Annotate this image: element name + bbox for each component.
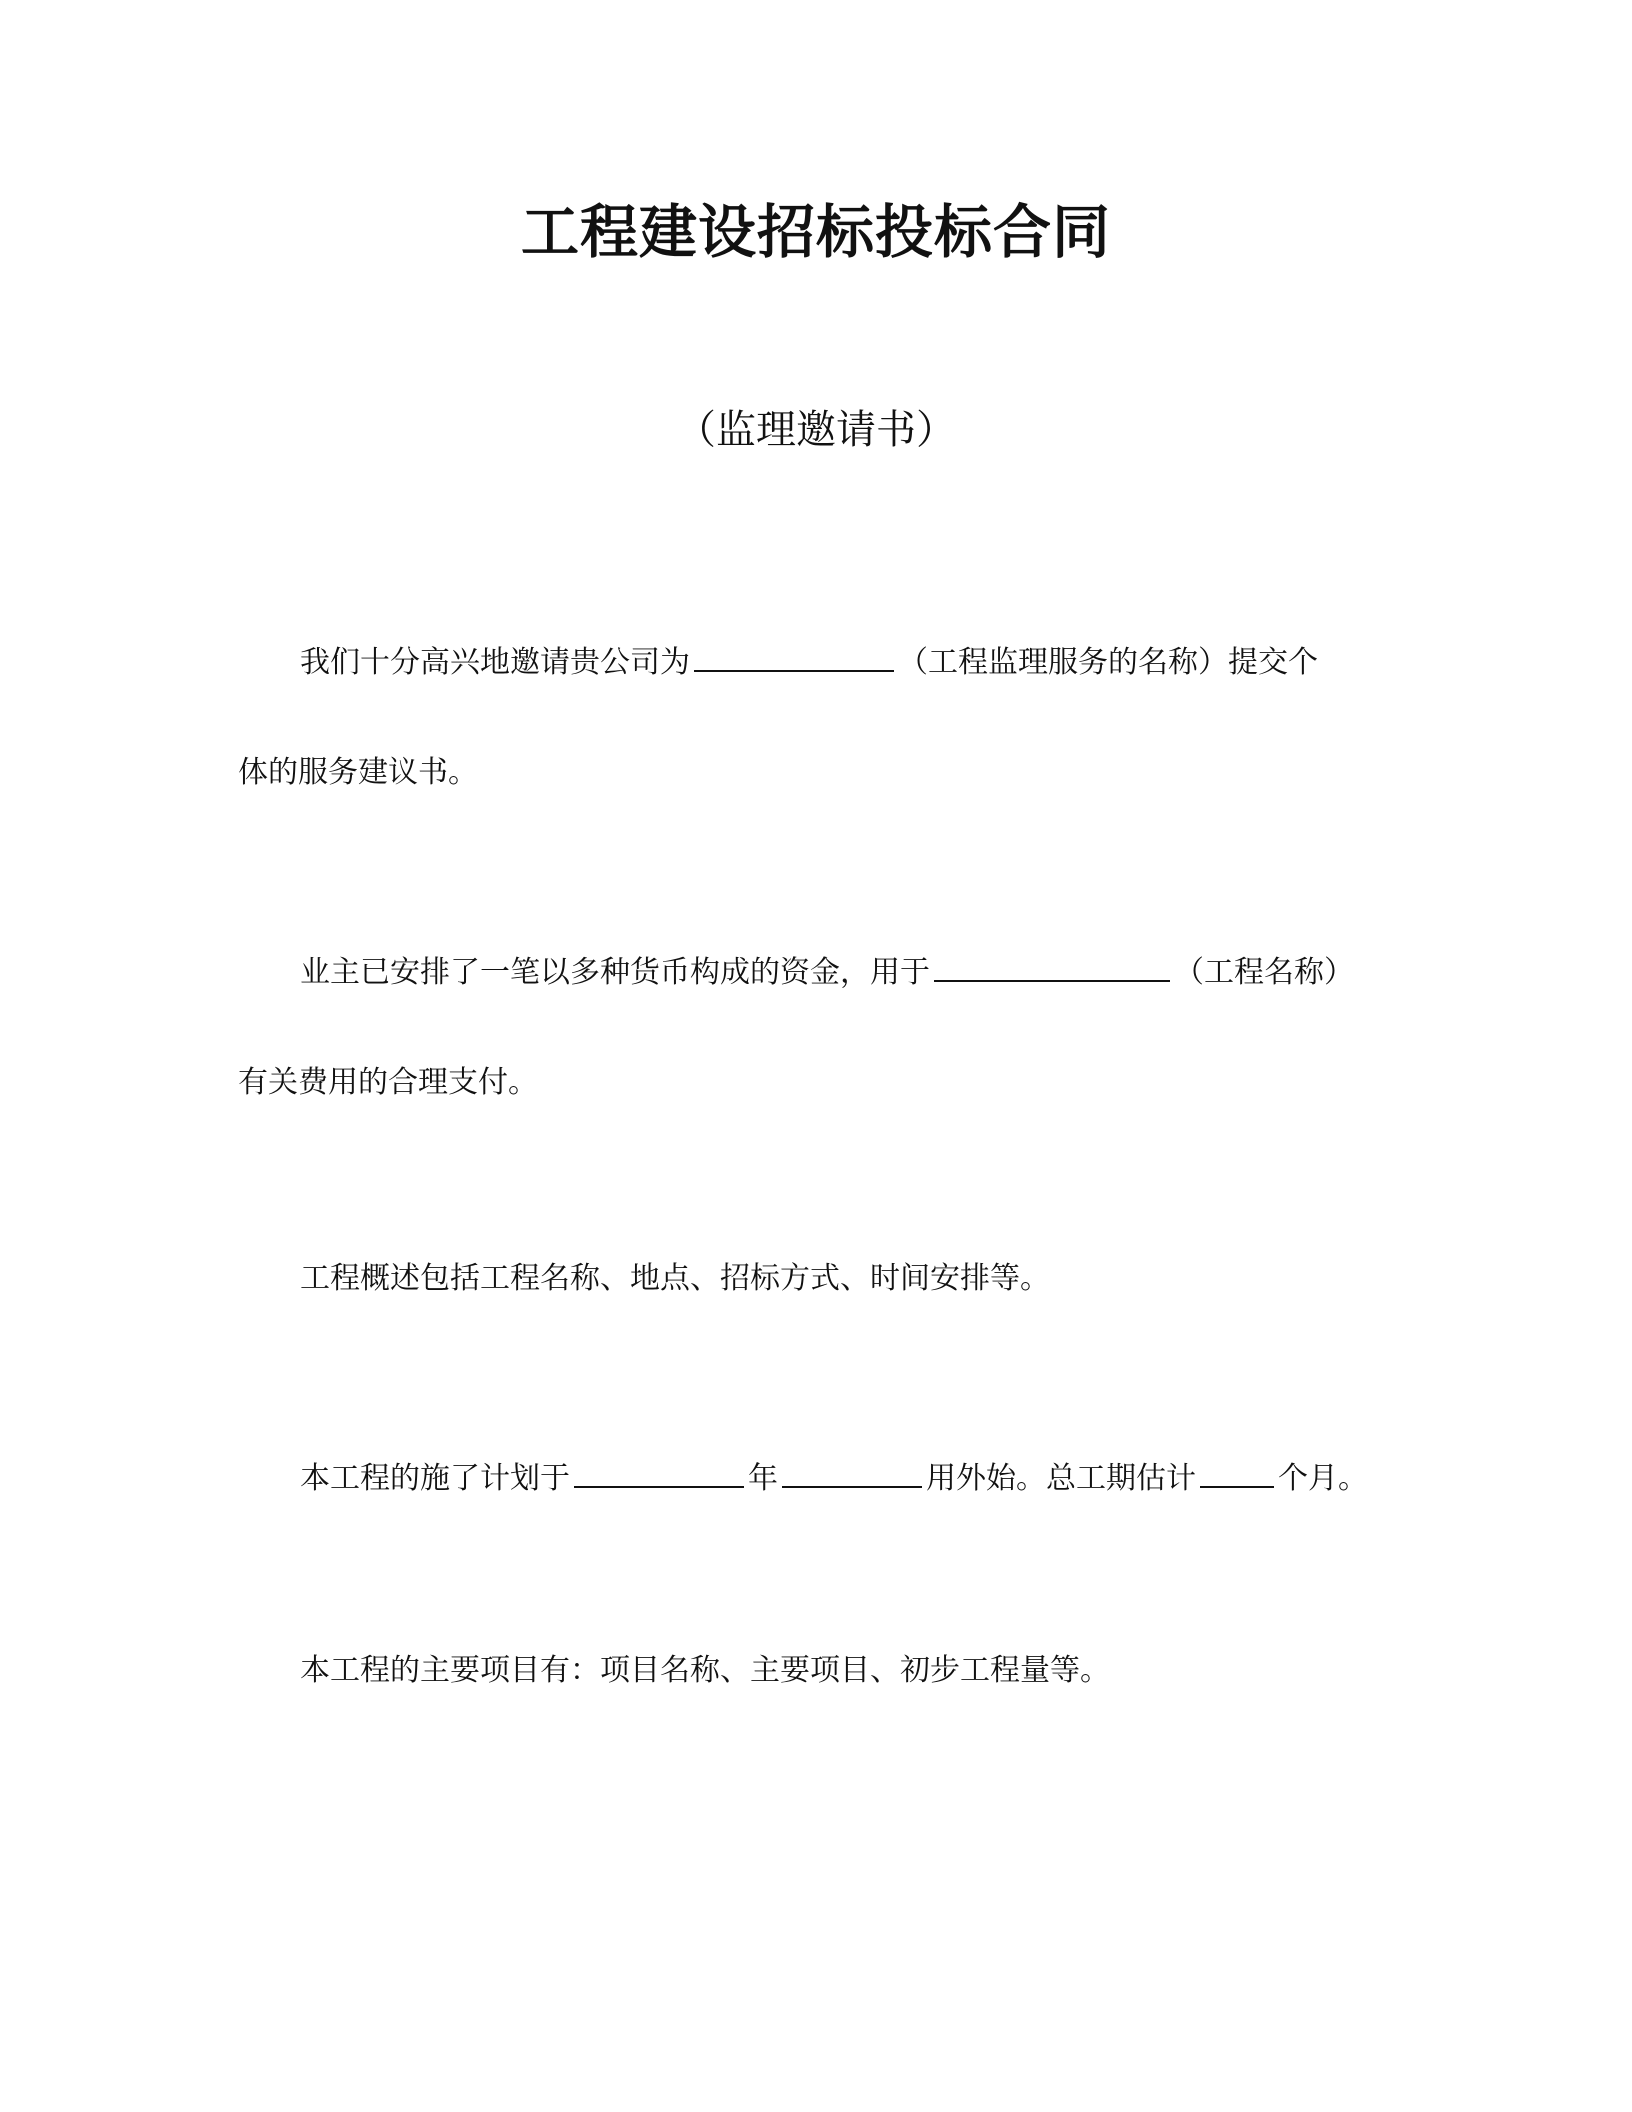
paragraph-4-part-2: 年	[748, 1461, 778, 1496]
paragraph-2-text-before: 业主已安排了一笔以多种货币构成的资金，用于	[300, 955, 930, 990]
paragraph-4-part-1: 本工程的施了计划于	[300, 1461, 570, 1496]
paragraph-1-line-1	[300, 636, 1318, 686]
paragraph-4-part-3: 用外始。总工期估计	[926, 1461, 1196, 1496]
document-title: 工程建设招标投标合同	[520, 198, 1111, 266]
start-year-blank[interactable]	[574, 1452, 744, 1488]
paragraph-4	[300, 1452, 1368, 1502]
project-name-blank[interactable]	[934, 946, 1170, 982]
duration-months-blank[interactable]	[1200, 1452, 1274, 1488]
paragraph-1-line-2: 体的服务建议书。	[238, 755, 478, 790]
paragraph-5: 本工程的主要项目有：项目名称、主要项目、初步工程量等。	[300, 1653, 1110, 1688]
paragraph-2-text-after: （工程名称）	[1174, 955, 1354, 990]
start-month-blank[interactable]	[782, 1452, 922, 1488]
paragraph-2-line-1	[300, 946, 1354, 996]
service-name-blank[interactable]	[694, 636, 894, 672]
paragraph-2-line-2: 有关费用的合理支付。	[238, 1065, 538, 1100]
paragraph-3: 工程概述包括工程名称、地点、招标方式、时间安排等。	[300, 1261, 1050, 1296]
paragraph-1-text-after: （工程监理服务的名称）提交个	[898, 645, 1318, 680]
document-subtitle: （监理邀请书）	[676, 407, 956, 453]
paragraph-4-part-4: 个月。	[1278, 1461, 1368, 1496]
paragraph-1-text-before: 我们十分高兴地邀请贵公司为	[300, 645, 690, 680]
